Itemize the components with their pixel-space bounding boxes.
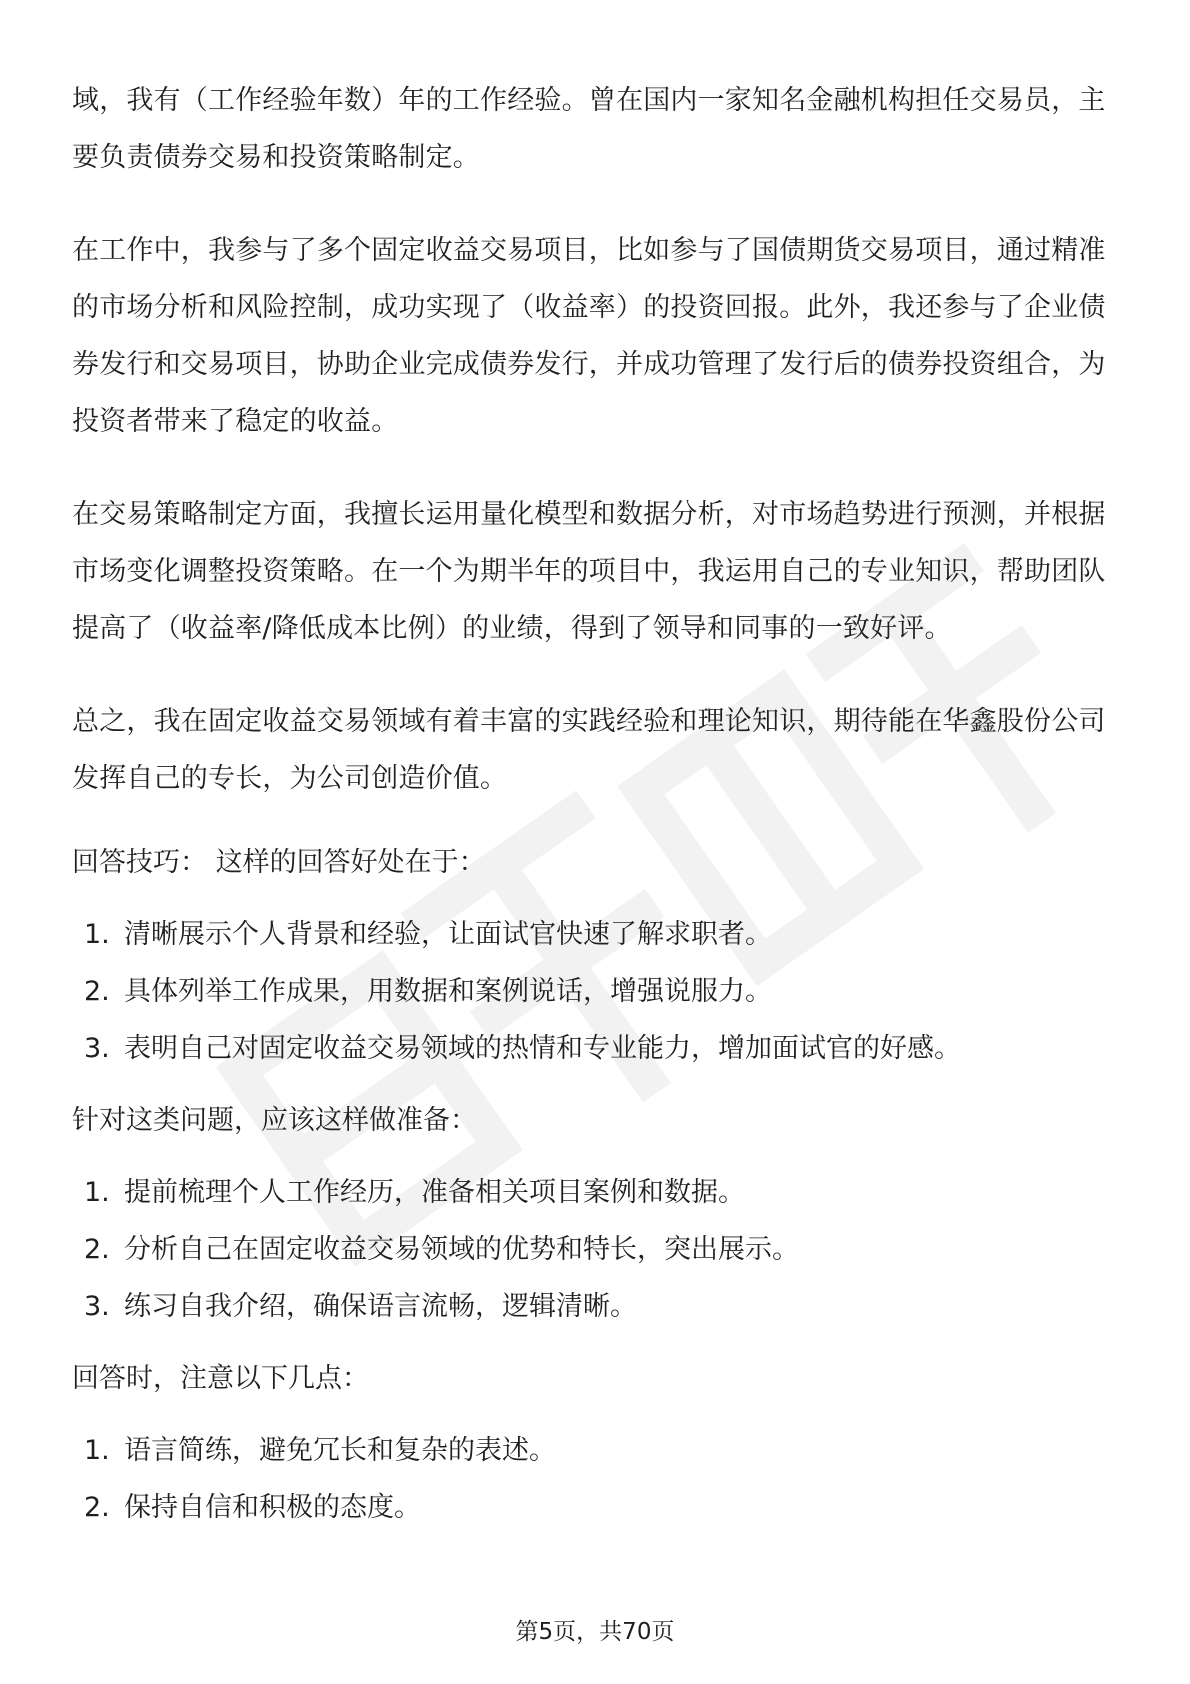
list-number: 2. <box>84 1234 110 1265</box>
tips-list <box>72 915 1122 1069</box>
list-item <box>72 1173 1122 1213</box>
page-footer: 第5页，共70页 <box>515 1619 675 1645</box>
list-number: 1. <box>84 1177 110 1208</box>
list-item <box>72 1431 1122 1471</box>
prep-list <box>72 1173 1122 1327</box>
notes-heading: 回答时，注意以下几点： <box>72 1363 369 1394</box>
paragraph: 在交易策略制定方面，我擅长运用量化模型和数据分析，对市场趋势进行预测，并根据市场变化调整投资策略。在一个为期半年的项目中，我运用自己的专业知识，帮助团队提高了（收益率/降低成本比例）的业绩，得到了领导和同事的一致好评。 <box>72 499 1106 644</box>
list-item-text: 具体列举工作成果，用数据和案例说话，增强说服力。 <box>124 976 772 1007</box>
list-item-text: 表明自己对固定收益交易领域的热情和专业能力，增加面试官的好感。 <box>124 1033 961 1064</box>
list-number: 1. <box>84 1435 110 1466</box>
list-item-text: 练习自我介绍，确保语言流畅，逻辑清晰。 <box>124 1291 637 1322</box>
list-number: 2. <box>84 1492 110 1523</box>
paragraph: 总之，我在固定收益交易领域有着丰富的实践经验和理论知识，期待能在华鑫股份公司发挥自己的专长，为公司创造价值。 <box>72 706 1106 794</box>
paragraph: 域，我有（工作经验年数）年的工作经验。曾在国内一家知名金融机构担任交易员，主要负责债券交易和投资策略制定。 <box>72 85 1106 173</box>
list-item-text: 语言简练，避免冗长和复杂的表述。 <box>124 1435 556 1466</box>
list-item-text: 清晰展示个人背景和经验，让面试官快速了解求职者。 <box>124 919 772 950</box>
list-item-text: 分析自己在固定收益交易领域的优势和特长，突出展示。 <box>124 1234 799 1265</box>
prep-heading: 针对这类问题，应该这样做准备： <box>72 1105 477 1136</box>
list-item <box>72 1029 1122 1069</box>
list-item <box>72 915 1122 955</box>
list-item-text: 提前梳理个人工作经历，准备相关项目案例和数据。 <box>124 1177 745 1208</box>
document-body <box>72 72 1122 1560</box>
list-item <box>72 1488 1122 1528</box>
list-number: 3. <box>84 1291 110 1322</box>
list-item <box>72 1287 1122 1327</box>
notes-list <box>72 1431 1122 1528</box>
list-item <box>72 1230 1122 1270</box>
tips-heading: 回答技巧： 这样的回答好处在于： <box>72 847 486 878</box>
list-item <box>72 972 1122 1012</box>
paragraph: 在工作中，我参与了多个固定收益交易项目，比如参与了国债期货交易项目，通过精准的市场分析和风险控制，成功实现了（收益率）的投资回报。此外，我还参与了企业债券发行和交易项目，协助企业完成债券发行，并成功管理了发行后的债券投资组合，为投资者带来了稳定的收益。 <box>72 235 1106 437</box>
list-number: 3. <box>84 1033 110 1064</box>
list-item-text: 保持自信和积极的态度。 <box>124 1492 421 1523</box>
list-number: 2. <box>84 976 110 1007</box>
list-number: 1. <box>84 919 110 950</box>
